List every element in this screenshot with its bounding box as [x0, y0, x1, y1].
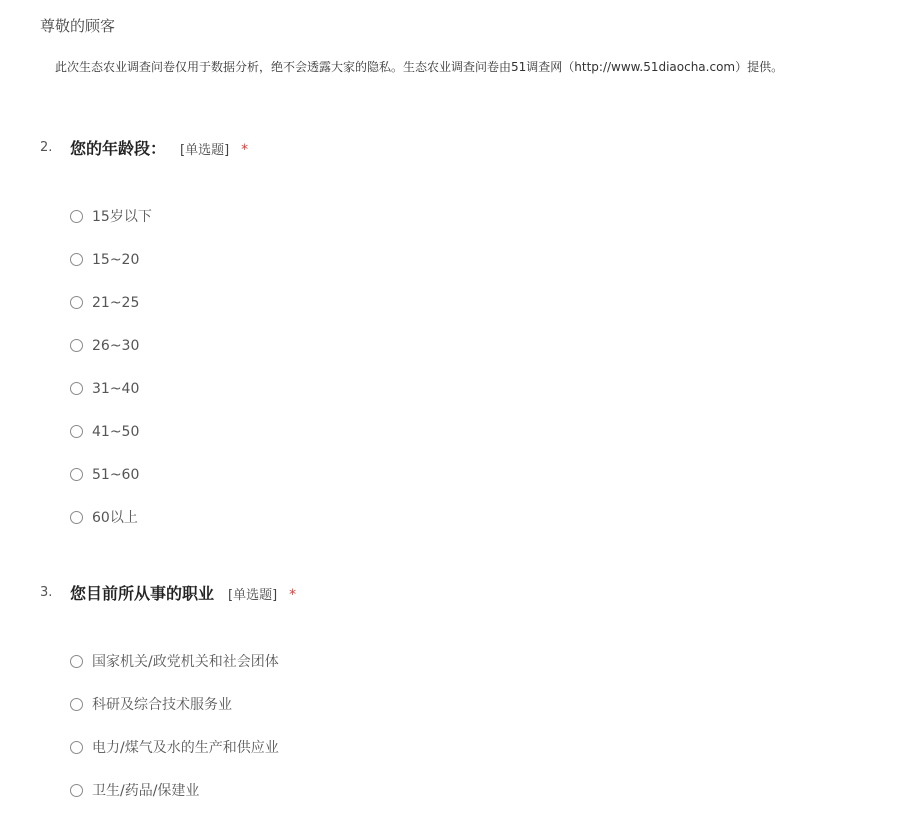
- option-label: 31~40: [92, 381, 140, 397]
- radio-button[interactable]: [70, 210, 83, 223]
- option-label: 26~30: [92, 338, 140, 354]
- options-list: [70, 653, 279, 825]
- options-list: [70, 208, 152, 552]
- required-mark: *: [289, 587, 297, 603]
- question-header: [0, 133, 900, 163]
- radio-button[interactable]: [70, 339, 83, 352]
- option-health[interactable]: [70, 782, 279, 825]
- option-utilities[interactable]: [70, 739, 279, 782]
- option-31-40[interactable]: [70, 380, 152, 423]
- option-label: 15~20: [92, 252, 140, 268]
- greeting-heading: 尊敬的顾客: [40, 17, 116, 35]
- survey-intro-text: 此次生态农业调查问卷仅用于数据分析，绝不会透露大家的隐私。生态农业调查问卷由51调查网（http://www.51diaocha.com）提供。: [55, 60, 784, 74]
- question-number: 2.: [40, 140, 53, 155]
- option-label: 科研及综合技术服务业: [92, 697, 232, 713]
- option-26-30[interactable]: [70, 337, 152, 380]
- question-title: [70, 581, 296, 604]
- option-label: 电力/煤气及水的生产和供应业: [92, 740, 279, 756]
- radio-button[interactable]: [70, 655, 83, 668]
- question-3: [0, 578, 900, 799]
- option-label: 51~60: [92, 467, 140, 483]
- question-title-text: 您目前所从事的职业: [70, 584, 215, 603]
- option-label: 41~50: [92, 424, 140, 440]
- required-mark: *: [241, 142, 249, 158]
- option-label: 卫生/药品/保建业: [92, 783, 200, 799]
- question-type-label: [单选题]: [180, 143, 230, 158]
- option-label: 国家机关/政党机关和社会团体: [92, 654, 279, 670]
- question-number: 3.: [40, 585, 53, 600]
- radio-button[interactable]: [70, 253, 83, 266]
- question-header: [0, 578, 900, 608]
- option-under-15[interactable]: [70, 208, 152, 251]
- radio-button[interactable]: [70, 741, 83, 754]
- question-title-text: 您的年龄段：: [70, 139, 167, 158]
- radio-button[interactable]: [70, 382, 83, 395]
- radio-button[interactable]: [70, 468, 83, 481]
- radio-button[interactable]: [70, 784, 83, 797]
- option-41-50[interactable]: [70, 423, 152, 466]
- question-type-label: [单选题]: [228, 588, 278, 603]
- option-label: 60以上: [92, 510, 138, 526]
- option-51-60[interactable]: [70, 466, 152, 509]
- radio-button[interactable]: [70, 425, 83, 438]
- question-2: [0, 133, 900, 526]
- option-government[interactable]: [70, 653, 279, 696]
- option-label: 21~25: [92, 295, 140, 311]
- question-title: [70, 136, 248, 159]
- option-research[interactable]: [70, 696, 279, 739]
- radio-button[interactable]: [70, 296, 83, 309]
- radio-button[interactable]: [70, 511, 83, 524]
- radio-button[interactable]: [70, 698, 83, 711]
- option-21-25[interactable]: [70, 294, 152, 337]
- option-label: 15岁以下: [92, 209, 152, 225]
- option-over-60[interactable]: [70, 509, 152, 552]
- option-15-20[interactable]: [70, 251, 152, 294]
